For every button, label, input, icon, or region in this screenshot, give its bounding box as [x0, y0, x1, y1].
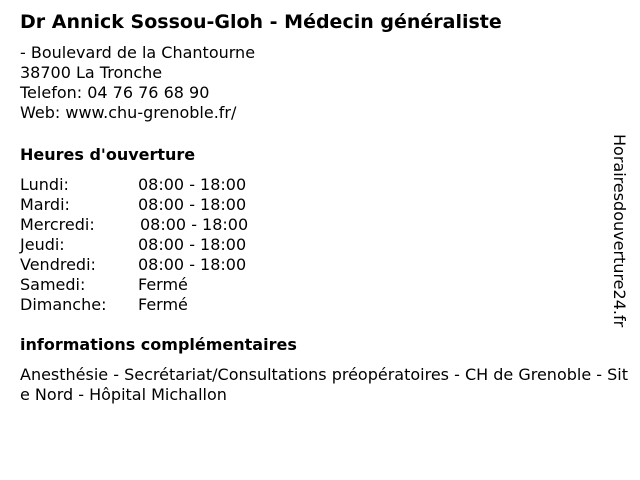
time-value: 08:00 - 18:00	[138, 175, 247, 194]
page-title: Dr Annick Sossou-Gloh - Médecin généraliste	[20, 11, 502, 33]
hours-row-saturday	[20, 275, 320, 295]
day-label: Mercredi:	[20, 215, 95, 234]
city-address: 38700 La Tronche	[20, 63, 163, 82]
watermark-text: Horairesdouverture24.fr	[610, 134, 629, 328]
hours-row-tuesday	[20, 195, 320, 215]
day-label: Vendredi:	[20, 255, 96, 274]
info-heading: informations complémentaires	[20, 335, 297, 354]
time-value: 08:00 - 18:00	[138, 255, 247, 274]
day-label: Jeudi:	[20, 235, 65, 254]
day-label: Mardi:	[20, 195, 70, 214]
day-label: Samedi:	[20, 275, 86, 294]
time-value: Fermé	[138, 295, 188, 314]
hours-row-sunday	[20, 295, 320, 315]
time-value: 08:00 - 18:00	[140, 215, 249, 234]
day-label: Lundi:	[20, 175, 69, 194]
info-text: Anesthésie - Secrétariat/Consultations préopératoires - CH de Grenoble - Site Nord - Hôpital Michallon	[20, 365, 628, 404]
watermark	[604, 134, 634, 344]
hours-row-wednesday	[20, 215, 320, 235]
day-label: Dimanche:	[20, 295, 107, 314]
website: Web: www.chu-grenoble.fr/	[20, 103, 237, 122]
hours-row-monday	[20, 175, 320, 195]
hours-row-thursday	[20, 235, 320, 255]
time-value: 08:00 - 18:00	[138, 195, 247, 214]
street-address: - Boulevard de la Chantourne	[20, 43, 256, 62]
hours-heading: Heures d'ouverture	[20, 145, 196, 164]
time-value: Fermé	[138, 275, 188, 294]
opening-hours-table	[20, 175, 320, 315]
time-value: 08:00 - 18:00	[138, 235, 247, 254]
hours-row-friday	[20, 255, 320, 275]
phone-number: Telefon: 04 76 76 68 90	[20, 83, 210, 102]
address-block	[20, 43, 255, 123]
